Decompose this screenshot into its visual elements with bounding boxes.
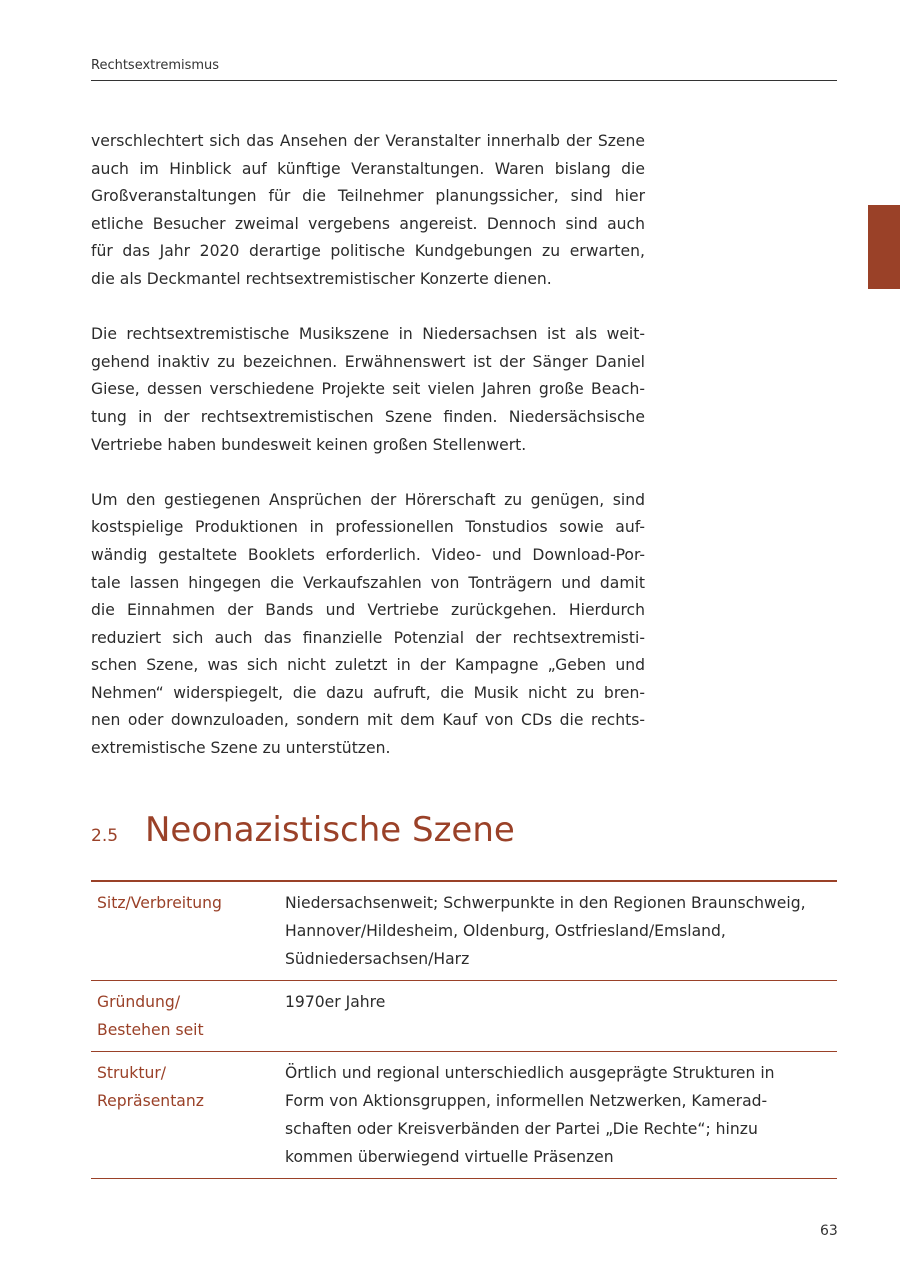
section-heading [91, 810, 515, 850]
value-line: kommen überwiegend virtuelle Präsenzen [285, 1148, 614, 1166]
text-line: wändig gestaltete Booklets erforderlich. Video- und Download-Por- [91, 545, 645, 564]
section-number: 2.5 [91, 826, 119, 846]
text-line: auch im Hinblick auf künftige Veranstaltungen. Waren bislang die [91, 159, 645, 178]
text-line: Vertriebe haben bundesweit keinen großen Stellenwert. [91, 435, 527, 454]
text-line: gehend inaktiv zu bezeichnen. Erwähnenswert ist der Sänger Daniel [91, 352, 645, 371]
text-line: Giese, dessen verschiedene Projekte seit vielen Jahren große Beach- [91, 380, 645, 399]
label-line: Bestehen seit [97, 1021, 204, 1039]
text-line: schen Szene, was sich nicht zuletzt in der Kampagne „Geben und [91, 656, 645, 675]
value-line: Niedersachsenweit; Schwerpunkte in den Regionen Braunschweig, [285, 894, 806, 912]
label-line: Sitz/Verbreitung [97, 894, 222, 912]
text-line: reduziert sich auch das finanzielle Potenzial der rechtsextremisti- [91, 628, 645, 647]
text-line: Nehmen“ widerspiegelt, die dazu aufruft, die Musik nicht zu bren- [91, 683, 645, 702]
value-line: Südniedersachsen/Harz [285, 950, 470, 968]
row-value [285, 988, 837, 1044]
text-line: verschlechtert sich das Ansehen der Veranstalter innerhalb der Szene [91, 132, 645, 150]
text-line: die als Deckmantel rechtsextremistischer Konzerte dienen. [91, 269, 552, 288]
value-line: schaften oder Kreisverbänden der Partei „Die Rechte“; hinzu [285, 1120, 758, 1138]
label-line: Struktur/ [97, 1064, 166, 1082]
row-label [91, 1059, 285, 1171]
header-rule [91, 80, 837, 81]
text-line: tale lassen hingegen die Verkaufszahlen von Tonträgern und damit [91, 573, 645, 592]
paragraph-1 [91, 128, 645, 294]
text-line: Die rechtsextremistische Musikszene in Niedersachsen ist als weit- [91, 325, 645, 344]
text-line: kostspielige Produktionen in professionellen Tonstudios sowie auf- [91, 518, 645, 537]
text-line: die Einnahmen der Bands und Vertriebe zurückgehen. Hierdurch [91, 601, 645, 620]
label-line: Repräsentanz [97, 1092, 204, 1110]
table-row [91, 981, 837, 1052]
chapter-thumb-tab [868, 205, 900, 289]
value-line: Form von Aktionsgruppen, informellen Netzwerken, Kamerad- [285, 1092, 768, 1110]
text-line: etliche Besucher zweimal vergebens angereist. Dennoch sind auch [91, 214, 645, 233]
value-line: 1970er Jahre [285, 993, 386, 1011]
paragraph-3 [91, 487, 645, 763]
value-line: Örtlich und regional unterschiedlich ausgeprägte Strukturen in [285, 1064, 775, 1082]
label-line: Gründung/ [97, 993, 181, 1011]
value-line: Hannover/Hildesheim, Oldenburg, Ostfriesland/Emsland, [285, 922, 726, 940]
text-line: nen oder downzuloaden, sondern mit dem Kauf von CDs die rechts- [91, 711, 645, 730]
text-line: Großveranstaltungen für die Teilnehmer planungssicher, sind hier [91, 187, 645, 206]
table-row [91, 1052, 837, 1179]
text-line: für das Jahr 2020 derartige politische Kundgebungen zu erwarten, [91, 242, 645, 261]
row-label [91, 889, 285, 973]
row-value [285, 889, 837, 973]
text-line: Um den gestiegenen Ansprüchen der Hörerschaft zu genügen, sind [91, 490, 645, 509]
table-row [91, 882, 837, 981]
page-number: 63 [820, 1223, 838, 1239]
text-line: tung in der rechtsextremistischen Szene finden. Niedersächsische [91, 407, 645, 426]
section-title: Neonazistische Szene [145, 810, 515, 850]
body-text [91, 128, 645, 790]
row-label [91, 988, 285, 1044]
running-header: Rechtsextremismus [91, 58, 220, 73]
text-line: extremistische Szene zu unterstützen. [91, 739, 391, 758]
paragraph-2 [91, 321, 645, 459]
info-table [91, 880, 837, 1179]
row-value [285, 1059, 837, 1171]
